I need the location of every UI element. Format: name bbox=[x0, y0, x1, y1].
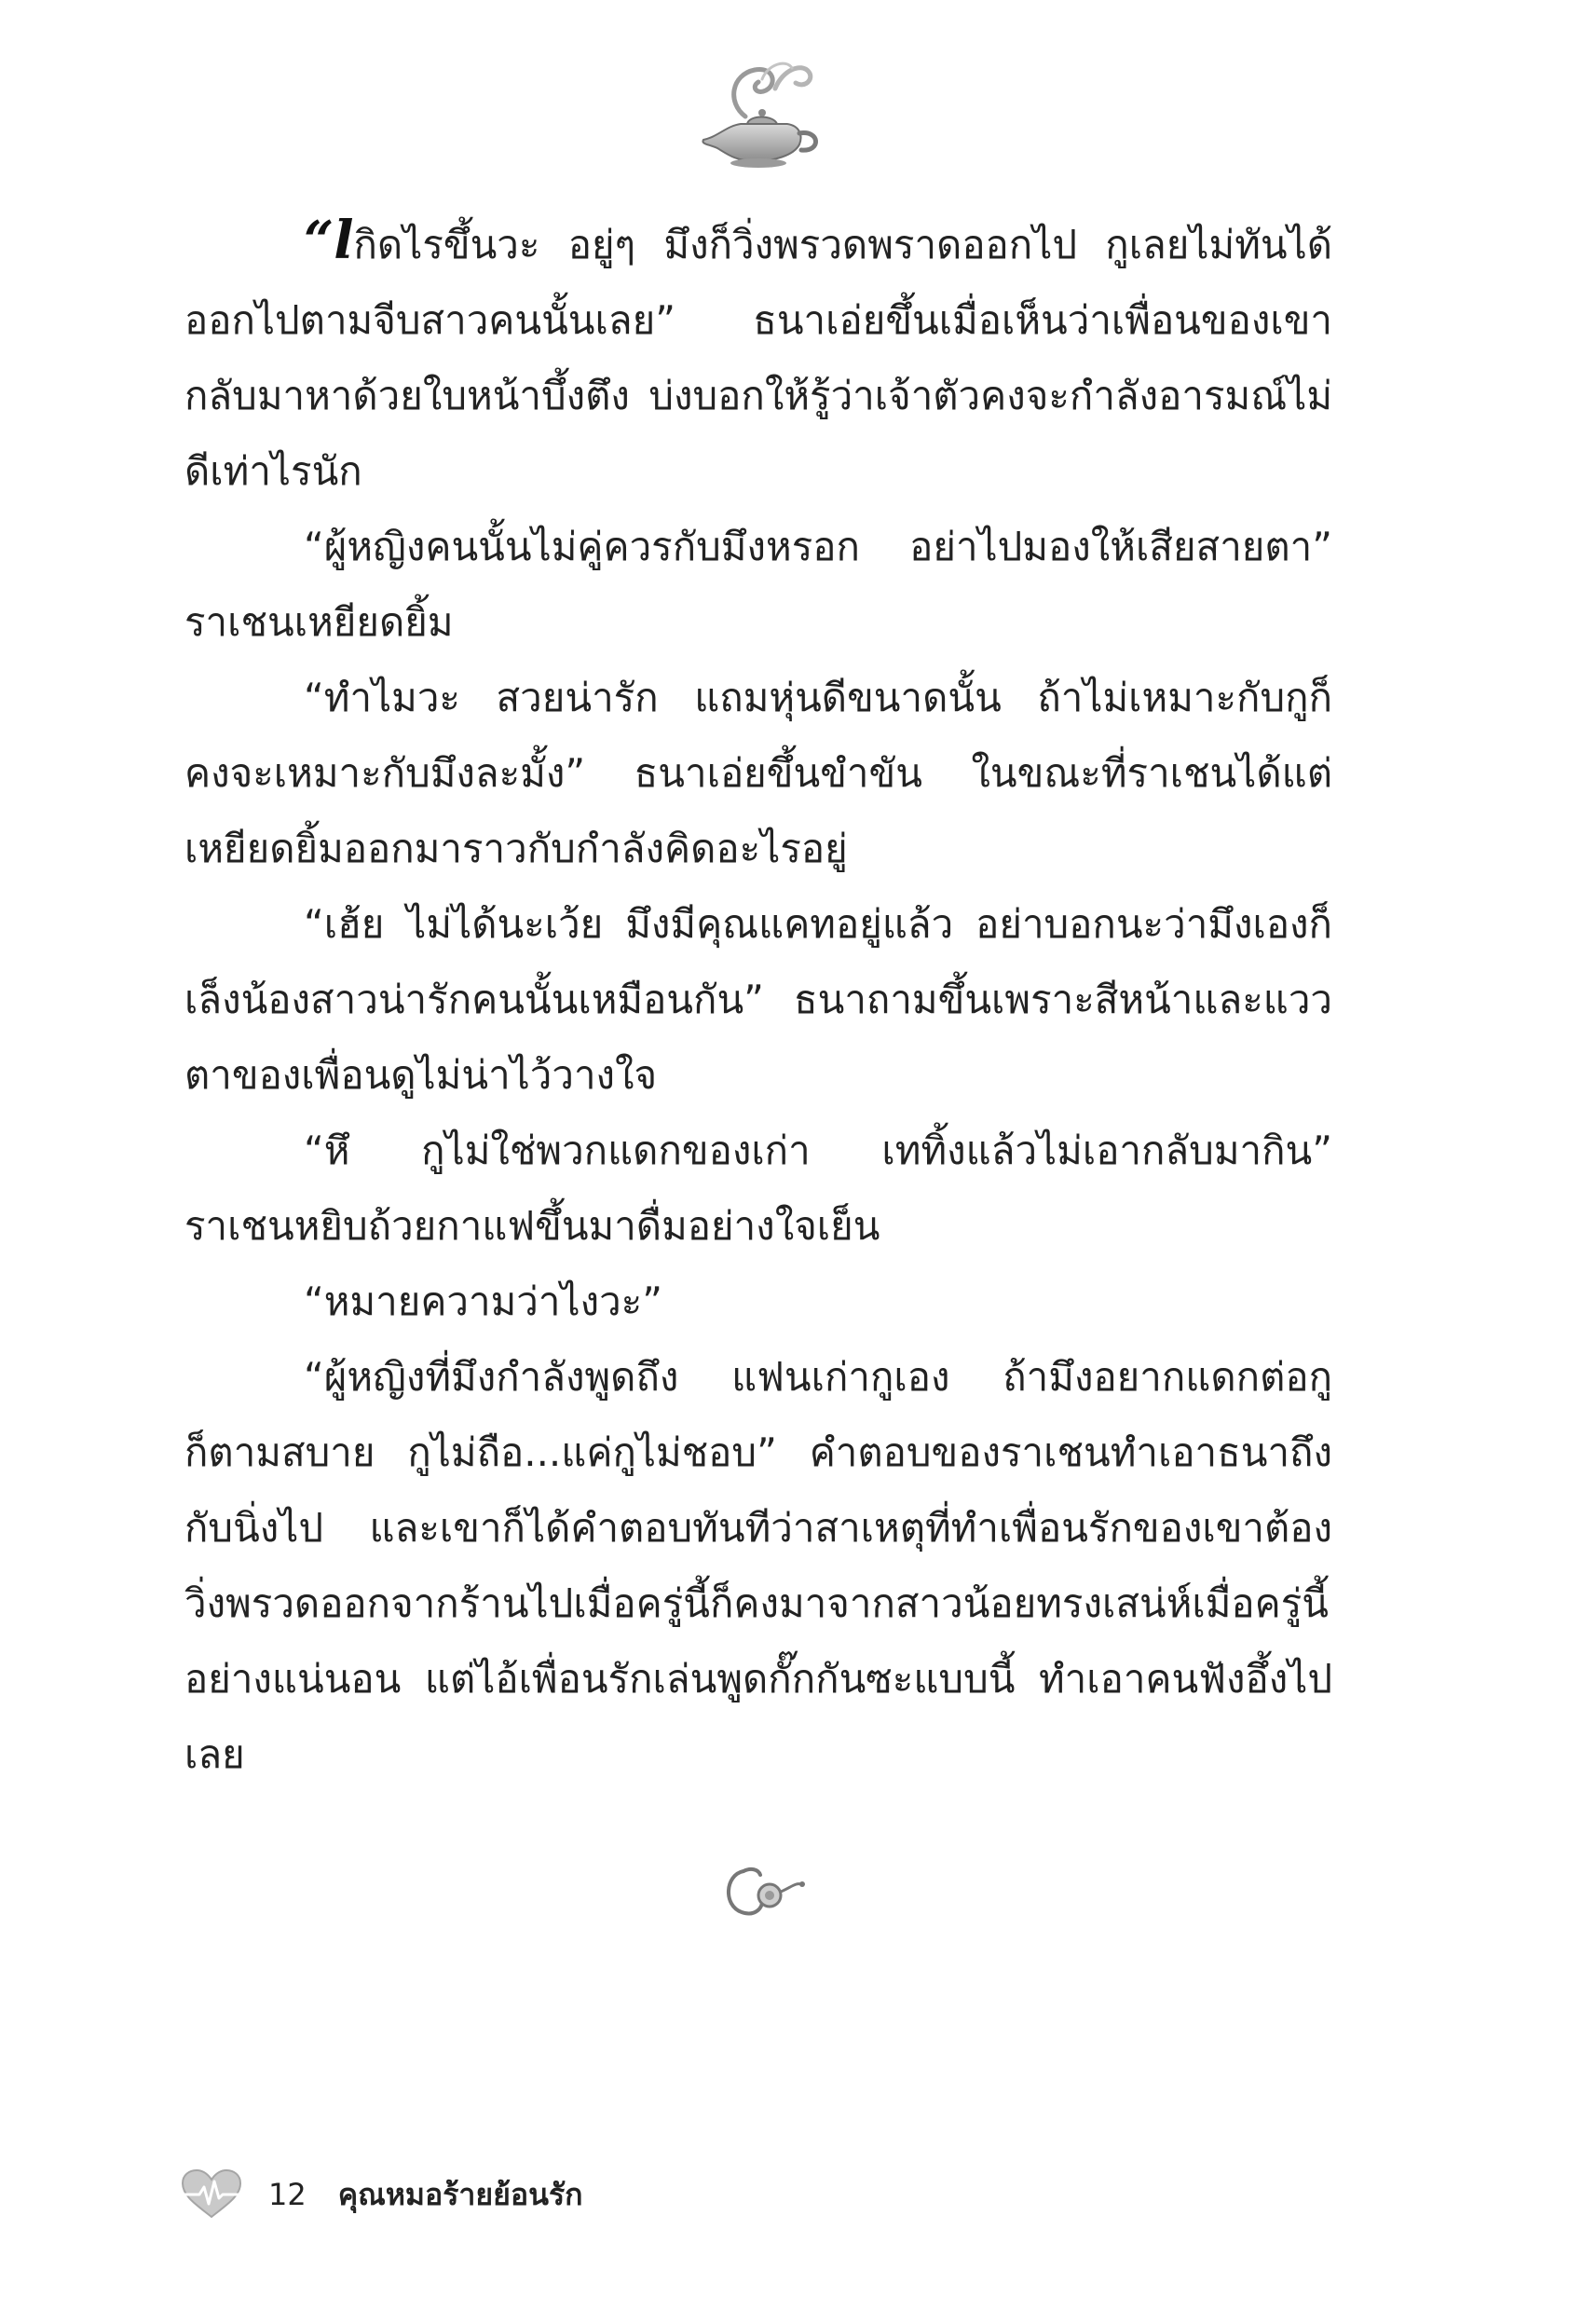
paragraph-text: กิดไรขึ้นวะ อยู่ๆ มึงก็วิ่งพรวดพราดออกไป กูเลยไม่ทันได้ออกไปตามจีบสาวคนนั้นเลย” ธนาเอ่ยขึ้นเมื่อเห็นว่าเพื่อนของเขากลับมาหาด้วยใบหน้าบึ้งตึง บ่งบอกให้รู้ว่าเจ้าตัวคงจะกำลังอารมณ์ไม่ดีเท่าไรนัก bbox=[184, 222, 1332, 494]
body-paragraph bbox=[184, 203, 1332, 509]
genie-lamp-icon bbox=[689, 51, 829, 172]
body-paragraph: “เฮ้ย ไม่ได้นะเว้ย มึงมีคุณแคทอยู่แล้ว อย่าบอกนะว่ามึงเองก็เล็งน้องสาวน่ารักคนนั้นเหมือนกัน” ธนาถามขึ้นเพราะสีหน้าและแววตาของเพื่อนดูไม่น่าไว้วางใจ bbox=[184, 901, 1332, 1098]
drop-cap: “l bbox=[304, 210, 354, 271]
book-title: คุณหมอร้ายย้อนรัก bbox=[337, 2176, 583, 2212]
body-paragraph: “ผู้หญิงที่มึงกำลังพูดถึง แฟนเก่ากูเอง ถ้ามึงอยากแดกต่อกูก็ตามสบาย กูไม่ถือ...แค่กูไม่ชอบ” คำตอบของราเชนทำเอาธนาถึงกับนิ่งไป และเขาก็ได้คำตอบทันทีว่าสาเหตุที่ทำเพื่อนรักของเขาต้องวิ่งพรวดออกจากร้านไปเมื่อครู่นี้ก็คงมาจากสาวน้อยทรงเสน่ห์เมื่อครู่นี้อย่างแน่นอน แต่ไอ้เพื่อนรักเล่นพูดกั๊กกันซะแบบนี้ ทำเอาคนฟังอึ้งไปเลย bbox=[184, 1354, 1332, 1777]
body-paragraph: “หึ กูไม่ใช่พวกแดกของเก่า เททิ้งแล้วไม่เอากลับมากิน” ราเชนหยิบถ้วยกาแฟขึ้นมาดื่มอย่างใจเย็น bbox=[184, 1128, 1332, 1249]
body-paragraph: “ผู้หญิงคนนั้นไม่คู่ควรกับมึงหรอก อย่าไปมองให้เสียสายตา” ราเชนเหยียดยิ้ม bbox=[184, 524, 1332, 645]
page-footer bbox=[179, 2167, 583, 2222]
heart-pulse-icon bbox=[179, 2168, 244, 2221]
stethoscope-icon bbox=[716, 1854, 809, 1929]
page-number: 12 bbox=[268, 2177, 307, 2212]
body-paragraph: “ทำไมวะ สวยน่ารัก แถมหุ่นดีขนาดนั้น ถ้าไม่เหมาะกับกูก็คงจะเหมาะกับมึงละมั้ง” ธนาเอ่ยขึ้นขำขัน ในขณะที่ราเชนได้แต่เหยียดยิ้มออกมาราวกับกำลังคิดอะไรอยู่ bbox=[184, 675, 1332, 871]
chapter-body bbox=[184, 203, 1332, 1792]
body-paragraph: “หมายความว่าไงวะ” bbox=[304, 1279, 662, 1324]
